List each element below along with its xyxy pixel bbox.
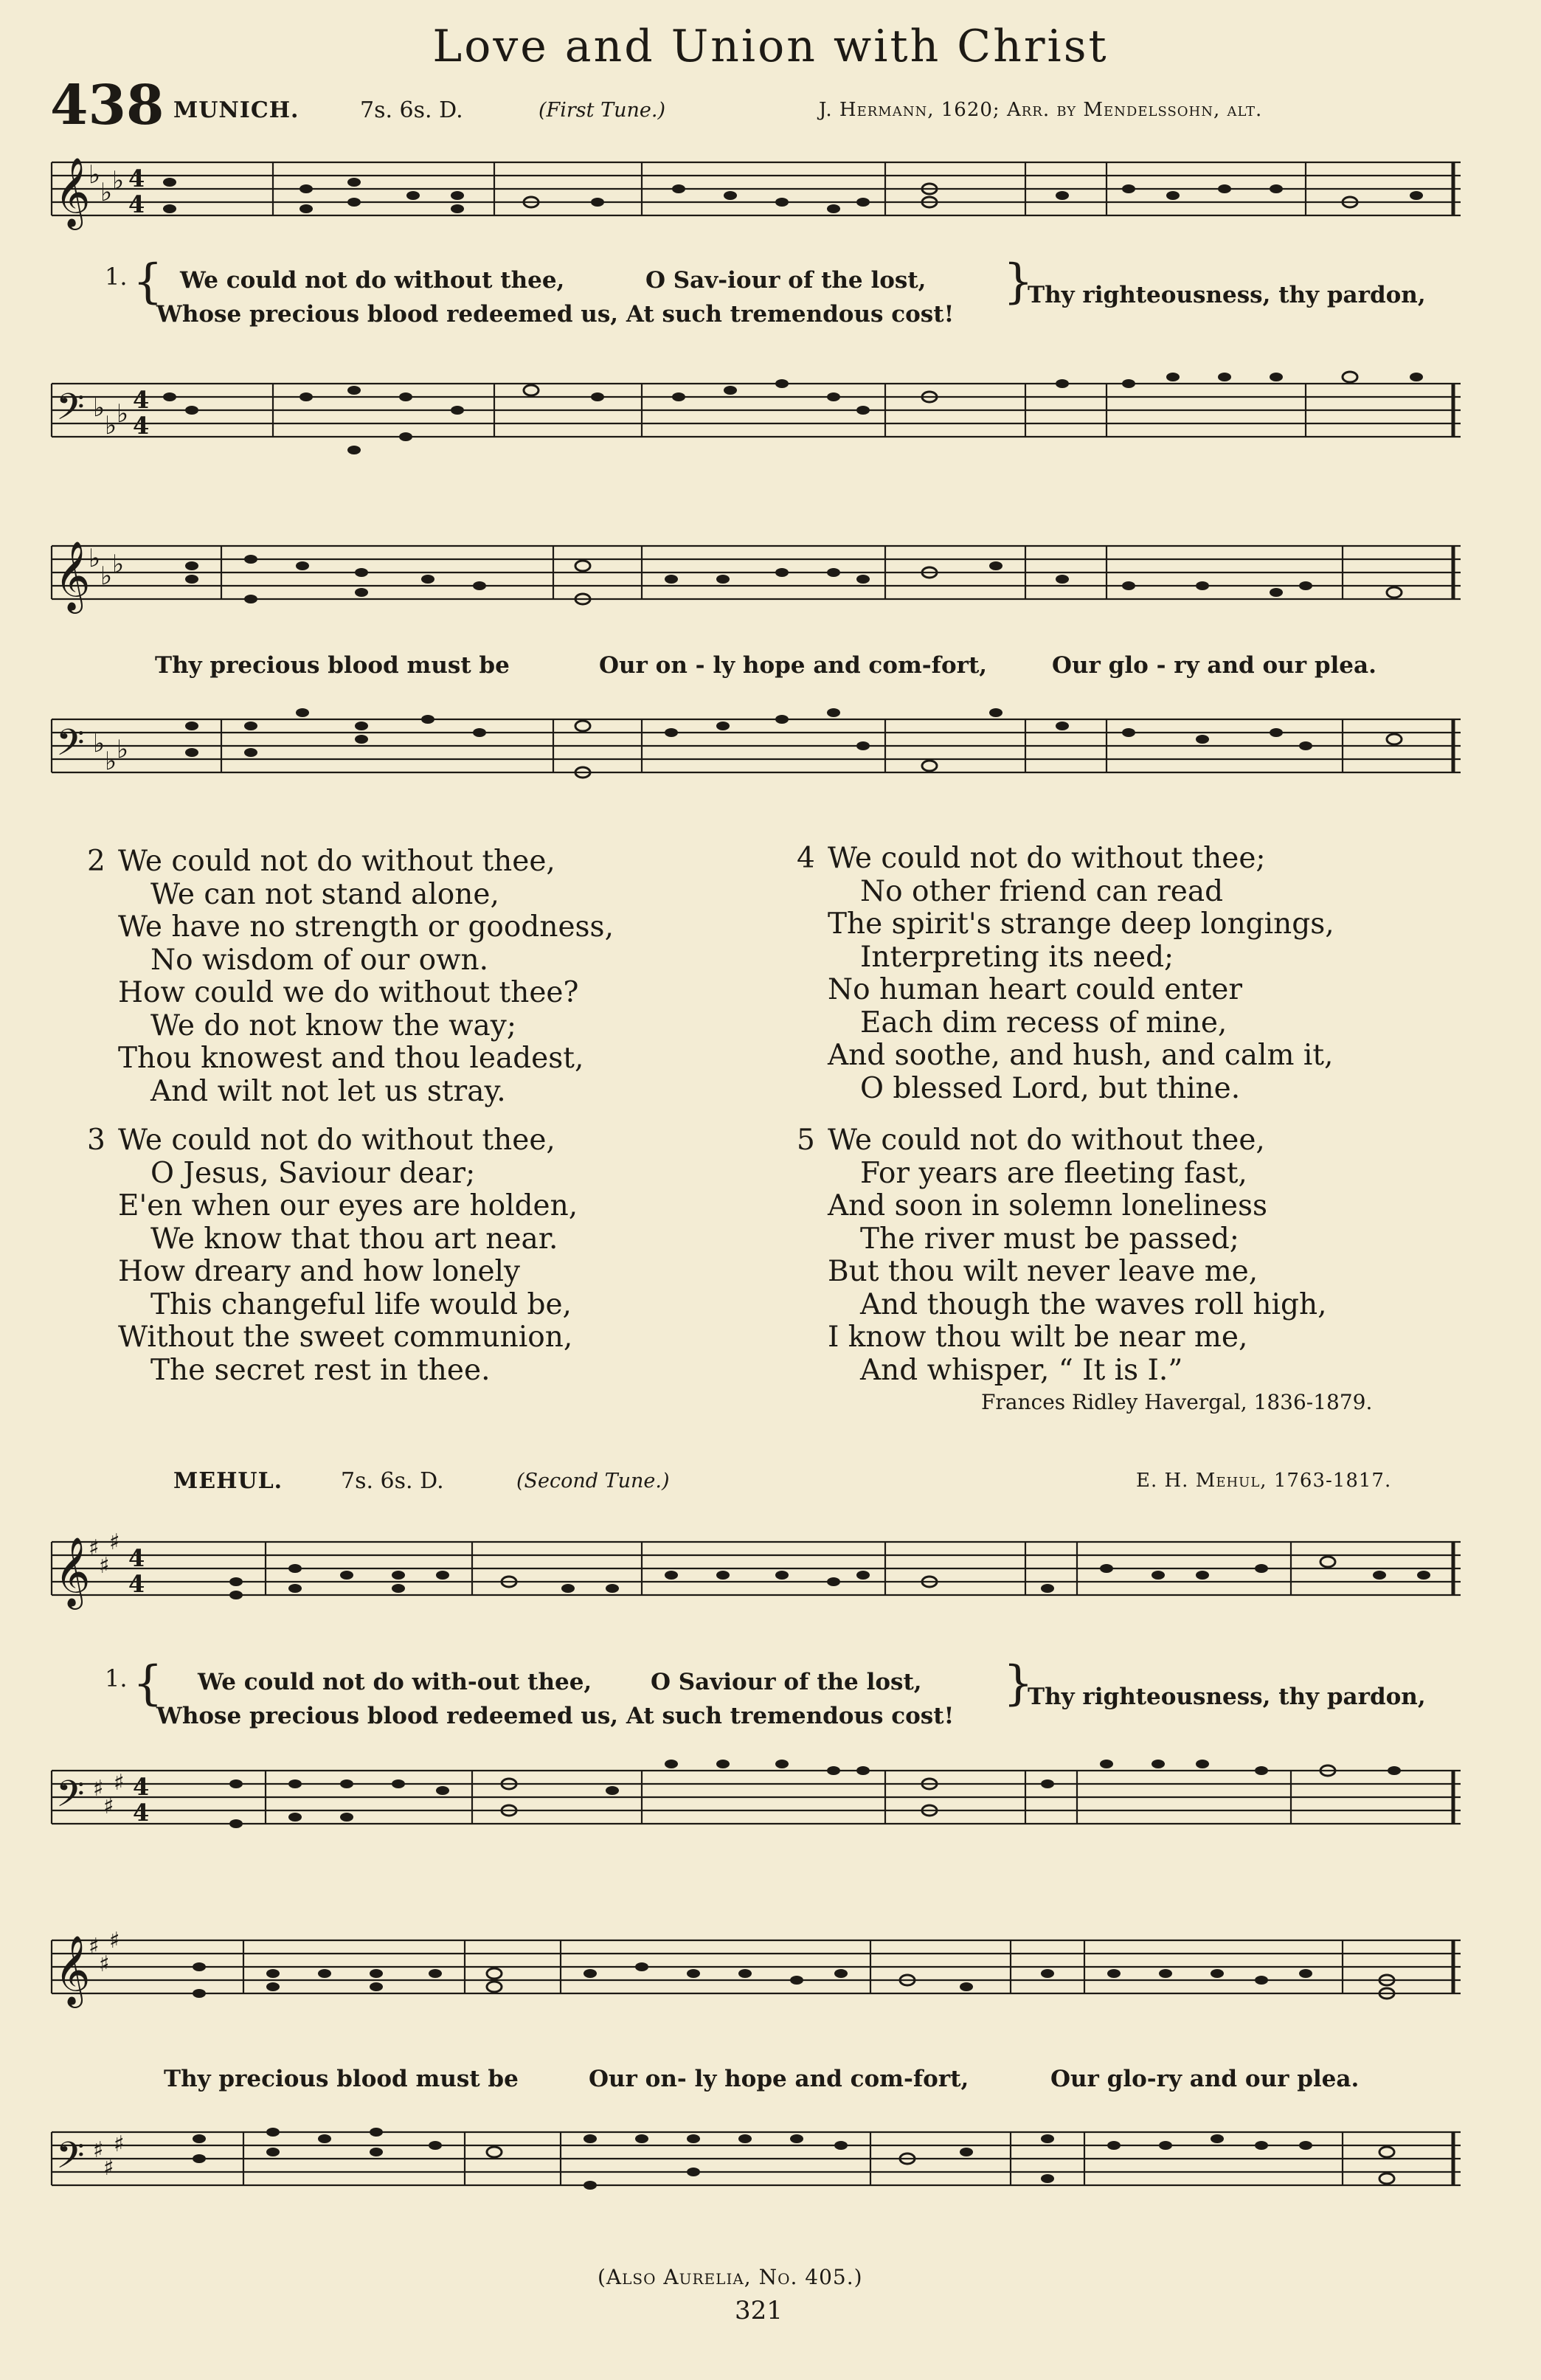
svg-text:♯: ♯	[93, 2137, 104, 2163]
svg-text:♭: ♭	[93, 393, 105, 423]
stanza-line: We could not do without thee;	[828, 842, 1266, 875]
tune1-lyric-brace-right: }	[1003, 255, 1033, 309]
stanza-line: We could not do without thee,	[828, 1124, 1265, 1157]
hymn-number: 438	[50, 74, 165, 137]
svg-text:♯: ♯	[103, 1793, 114, 1819]
svg-text:♭: ♭	[100, 561, 113, 591]
svg-text:𝄢: 𝄢	[56, 386, 85, 437]
stanza-line: And whisper, “ It is I.”	[860, 1353, 1183, 1387]
tune2-lyric-line3a: Thy precious blood must be	[164, 2066, 519, 2092]
tune1-stanza-number: 1.	[105, 263, 128, 291]
tune2-system1-bass-staff	[52, 1756, 1468, 1867]
svg-text:♯: ♯	[93, 1776, 104, 1802]
stanza-line: Interpreting its need;	[860, 940, 1174, 974]
tune2-lyric-line2: Whose precious blood redeemed us, At such tremendous cost!	[156, 1703, 955, 1729]
page-number: 321	[735, 2296, 783, 2325]
tune1-name: MUNICH.	[173, 97, 299, 123]
tune2-system2-treble-staff	[52, 1926, 1468, 2029]
tune2-composer: E. H. Mehul, 1763-1817.	[1136, 1470, 1392, 1492]
stanza-line: Thou knowest and thou leadest,	[118, 1042, 584, 1075]
svg-text:♯: ♯	[109, 1529, 120, 1555]
svg-text:♭: ♭	[105, 747, 117, 776]
tune2-lyric-line1b: O Saviour of the lost,	[651, 1669, 922, 1695]
stanza-line: The secret rest in thee.	[150, 1353, 491, 1387]
tune1-lyric-line1b: O Sav-iour of the lost,	[645, 267, 927, 294]
stanza-line: How could we do without thee?	[118, 976, 579, 1009]
stanza-3	[87, 1124, 578, 1387]
stanza-line: For years are fleeting fast,	[860, 1156, 1247, 1190]
tune1-lyric-right: Thy righteousness, thy pardon,	[1028, 282, 1426, 308]
svg-text:♭: ♭	[112, 550, 125, 579]
svg-text:♯: ♯	[114, 1770, 125, 1796]
tune2-lyric-brace: {	[133, 1656, 163, 1711]
stanza-line: The spirit's strange deep longings,	[828, 907, 1334, 941]
svg-text:♭: ♭	[89, 160, 101, 190]
footnote: (Also Aurelia, No. 405.)	[598, 2265, 863, 2289]
svg-text:𝄞: 𝄞	[55, 157, 91, 227]
svg-text:♯: ♯	[114, 2131, 125, 2157]
svg-text:♭: ♭	[112, 166, 125, 196]
stanza-line: We have no strength or goodness,	[118, 910, 614, 944]
tune1-system1-bass-staff	[52, 369, 1468, 487]
tune2-system1-treble-staff	[52, 1527, 1468, 1623]
tune1-system2-bass-staff	[52, 705, 1468, 815]
svg-text:♯: ♯	[109, 1928, 120, 1954]
stanza-line: No human heart could enter	[828, 973, 1243, 1006]
svg-text:♭: ♭	[100, 178, 113, 207]
tune1-meter: 7s. 6s. D.	[360, 97, 463, 123]
tune2-meter: 7s. 6s. D.	[341, 1468, 444, 1494]
svg-text:𝄢: 𝄢	[56, 722, 85, 773]
stanza-line: And though the waves roll high,	[860, 1287, 1327, 1321]
svg-text:4: 4	[128, 1544, 145, 1572]
stanza-line: And soon in solemn loneliness	[828, 1189, 1267, 1222]
stanza-line: This changeful life would be,	[150, 1287, 572, 1321]
svg-text:𝄢: 𝄢	[56, 1773, 85, 1824]
stanza-line: And wilt not let us stray.	[150, 1074, 506, 1108]
svg-text:4: 4	[128, 190, 145, 218]
stanza-line: And soothe, and hush, and calm it,	[828, 1039, 1334, 1072]
svg-text:♭: ♭	[105, 411, 117, 440]
svg-text:♯: ♯	[99, 1553, 110, 1579]
stanza-2	[87, 845, 614, 1108]
stanza-line: We do not know the way;	[150, 1009, 516, 1042]
svg-text:♭: ♭	[93, 729, 105, 758]
svg-text:♭: ♭	[89, 544, 101, 573]
svg-text:♭: ♭	[117, 735, 129, 764]
author-credit: Frances Ridley Havergal, 1836-1879.	[981, 1390, 1373, 1414]
tune1-lyric-line2: Whose precious blood redeemed us, At such tremendous cost!	[156, 301, 955, 328]
tune1-lyric-line3b: Our on - ly hope and com-fort,	[599, 652, 988, 679]
svg-text:4: 4	[133, 412, 150, 440]
svg-text:4: 4	[128, 1570, 145, 1598]
svg-text:𝄞: 𝄞	[55, 1537, 91, 1607]
svg-text:♭: ♭	[117, 399, 129, 429]
stanza-line: Each dim recess of mine,	[860, 1006, 1227, 1039]
svg-text:4: 4	[133, 1773, 150, 1801]
stanza-number: 2	[87, 845, 105, 878]
stanza-line: E'en when our eyes are holden,	[118, 1189, 578, 1222]
stanza-line: I know thou wilt be near me,	[828, 1321, 1248, 1354]
svg-text:♯: ♯	[89, 1535, 100, 1561]
tune2-lyric-right: Thy righteousness, thy pardon,	[1028, 1684, 1426, 1710]
tune1-label: (First Tune.)	[539, 99, 665, 122]
tune1-composer: J. Hermann, 1620; Arr. by Mendelssohn, alt.	[819, 99, 1263, 121]
tune2-lyric-line1a: We could not do with-out thee,	[198, 1669, 592, 1695]
tune2-lyric-line3c: Our glo-ry and our plea.	[1050, 2066, 1360, 2092]
stanza-line: No wisdom of our own.	[150, 943, 489, 977]
svg-text:𝄞: 𝄞	[55, 541, 91, 611]
tune2-stanza-number: 1.	[105, 1664, 128, 1692]
stanza-line: O Jesus, Saviour dear;	[150, 1156, 476, 1190]
stanza-line: But thou wilt never leave me,	[828, 1255, 1258, 1288]
stanza-line: O blessed Lord, but thine.	[860, 1071, 1241, 1105]
tune1-system2-treble-staff	[52, 531, 1468, 634]
stanza-4	[797, 842, 1334, 1105]
tune2-label: (Second Tune.)	[516, 1470, 670, 1492]
stanza-line: How dreary and how lonely	[118, 1255, 521, 1288]
tune2-lyric-brace-right: }	[1003, 1656, 1033, 1711]
stanza-line: We can not stand alone,	[150, 877, 499, 911]
tune1-lyric-line3a: Thy precious blood must be	[155, 652, 510, 679]
stanza-line: We know that thou art near.	[150, 1222, 558, 1256]
tune1-system1-treble-staff	[52, 148, 1468, 236]
svg-text:♯: ♯	[89, 1934, 100, 1959]
stanza-line: We could not do without thee,	[118, 845, 555, 878]
tune2-name: MEHUL.	[173, 1468, 283, 1494]
stanza-line: Without the sweet communion,	[118, 1321, 573, 1354]
svg-text:𝄢: 𝄢	[56, 2134, 85, 2186]
stanza-line: The river must be passed;	[860, 1222, 1239, 1256]
svg-text:4: 4	[128, 165, 145, 193]
svg-text:𝄞: 𝄞	[55, 1935, 91, 2005]
tune2-lyric-line3b: Our on- ly hope and com-fort,	[589, 2066, 969, 2092]
stanza-line: We could not do without thee,	[118, 1124, 555, 1157]
tune2-system2-bass-staff	[52, 2117, 1468, 2228]
tune1-lyric-line1a: We could not do without thee,	[180, 267, 565, 294]
stanza-5	[797, 1124, 1327, 1387]
svg-text:♯: ♯	[99, 1951, 110, 1977]
stanza-number: 3	[87, 1124, 105, 1157]
svg-text:4: 4	[133, 1799, 150, 1827]
stanza-number: 5	[797, 1124, 815, 1157]
page-title: Love and Union with Christ	[432, 21, 1109, 72]
svg-text:♯: ♯	[103, 2155, 114, 2181]
svg-text:4: 4	[133, 386, 150, 414]
stanza-line: No other friend can read	[860, 874, 1224, 908]
stanza-number: 4	[797, 842, 815, 875]
tune1-lyric-brace: {	[133, 255, 163, 309]
tune1-lyric-line3c: Our glo - ry and our plea.	[1052, 652, 1376, 679]
